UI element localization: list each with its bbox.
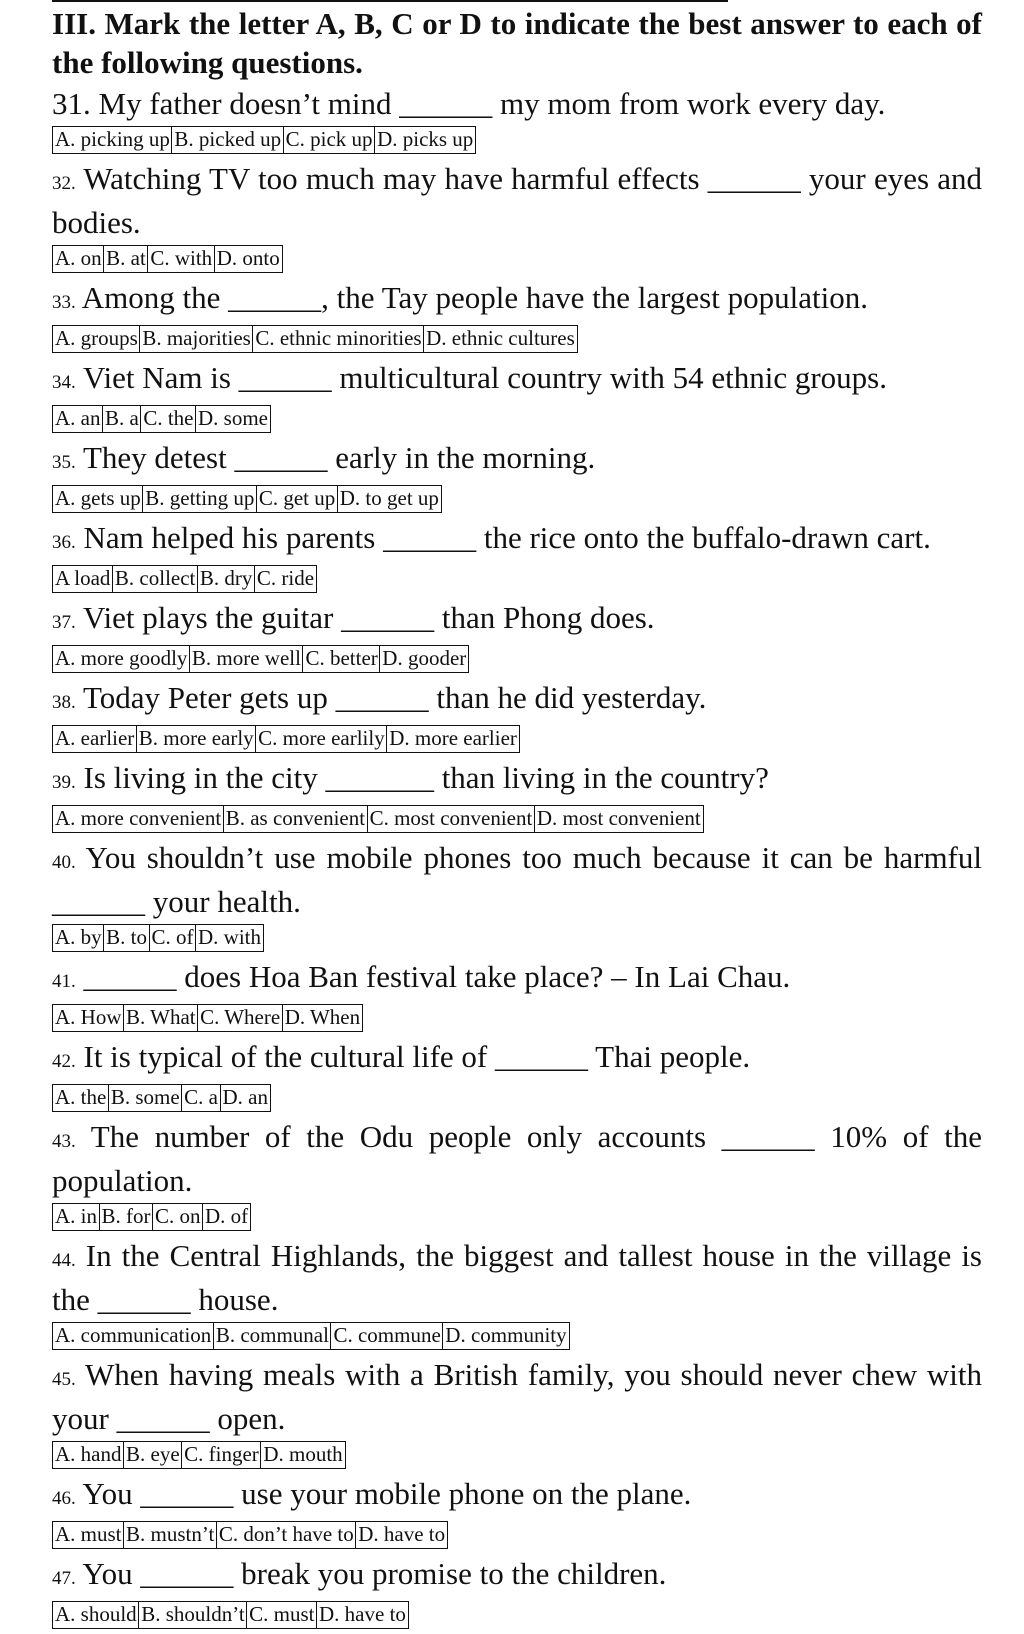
answer-option[interactable]: B. dry	[197, 565, 256, 593]
answer-options	[52, 1441, 982, 1469]
answer-option[interactable]: A. earlier	[52, 725, 137, 753]
answer-option[interactable]: A. How	[52, 1004, 125, 1032]
question-46	[52, 1474, 982, 1549]
answer-option[interactable]: C. Where	[197, 1004, 283, 1032]
answer-options	[52, 725, 982, 753]
top-rule	[52, 0, 728, 2]
answer-options	[52, 405, 982, 433]
answer-option[interactable]: B. shouldn’t	[138, 1601, 247, 1629]
answer-option[interactable]: C. finger	[181, 1441, 262, 1469]
answer-option[interactable]: C. of	[149, 924, 197, 952]
question-text: You shouldn’t use mobile phones too much because it can be harmful ______ your health.	[52, 840, 982, 919]
answer-option[interactable]: B. mustn’t	[123, 1521, 217, 1549]
question-text: Among the ______, the Tay people have the largest population.	[81, 280, 868, 315]
question-number: 47.	[52, 1568, 76, 1589]
answer-option[interactable]: A. gets up	[52, 485, 144, 513]
question-text: ______ does Hoa Ban festival take place? – In Lai Chau.	[83, 959, 791, 994]
question-stem	[52, 518, 982, 562]
answer-option[interactable]: D. an	[220, 1084, 272, 1112]
answer-option[interactable]: C. on	[152, 1203, 204, 1231]
question-stem	[52, 1236, 982, 1319]
question-number: 43.	[52, 1131, 76, 1152]
question-37	[52, 598, 982, 673]
answer-options	[52, 1601, 982, 1629]
answer-option[interactable]: B. getting up	[142, 485, 257, 513]
answer-option[interactable]: D. ethnic cultures	[423, 325, 578, 353]
question-stem	[52, 438, 982, 482]
question-text: The number of the Odu people only accounts ______ 10% of the population.	[52, 1119, 982, 1198]
question-text: You ______ use your mobile phone on the plane.	[82, 1476, 692, 1511]
answer-option[interactable]: A. an	[52, 405, 104, 433]
answer-option[interactable]: A. communication	[52, 1322, 214, 1350]
answer-options	[52, 1084, 982, 1112]
answer-options	[52, 805, 982, 833]
question-text: Viet plays the guitar ______ than Phong does.	[82, 600, 655, 635]
answer-options	[52, 1203, 982, 1231]
question-stem	[52, 598, 982, 642]
question-text: Nam helped his parents ______ the rice onto the buffalo-drawn cart.	[83, 520, 931, 555]
question-text: Is living in the city _______ than living in the country?	[83, 760, 769, 795]
question-47	[52, 1554, 982, 1629]
answer-option[interactable]: C. most convenient	[367, 805, 536, 833]
answer-option[interactable]: B. What	[123, 1004, 199, 1032]
question-number: 39.	[52, 772, 76, 793]
question-stem	[52, 838, 982, 921]
answer-option[interactable]: A. picking up	[52, 126, 173, 154]
answer-option[interactable]: D. most convenient	[534, 805, 704, 833]
question-41	[52, 957, 982, 1032]
question-stem	[52, 678, 982, 722]
answer-option[interactable]: D. mouth	[260, 1441, 345, 1469]
answer-option[interactable]: B. more early	[136, 725, 257, 753]
answer-options	[52, 485, 982, 513]
answer-options	[52, 645, 982, 673]
question-text: Watching TV too much may have harmful effects ______ your eyes and bodies.	[52, 161, 982, 240]
answer-option[interactable]: B. more well	[189, 645, 304, 673]
answer-options	[52, 1322, 982, 1350]
question-text: You ______ break you promise to the children.	[82, 1556, 667, 1591]
answer-options	[52, 245, 982, 273]
question-stem	[52, 358, 982, 402]
answer-option[interactable]: A. more convenient	[52, 805, 224, 833]
answer-option[interactable]: B. eye	[123, 1441, 183, 1469]
answer-options	[52, 126, 982, 154]
answer-option[interactable]: A. on	[52, 245, 105, 273]
answer-option[interactable]: D. When	[282, 1004, 363, 1032]
answer-option[interactable]: A load	[52, 565, 113, 593]
answer-option[interactable]: A. groups	[52, 325, 141, 353]
answer-option[interactable]: C. with	[147, 245, 215, 273]
answer-option[interactable]: D. picks up	[374, 126, 476, 154]
answer-option[interactable]: A. more goodly	[52, 645, 190, 673]
answer-option[interactable]: A. hand	[52, 1441, 125, 1469]
question-stem	[52, 84, 982, 123]
question-text: It is typical of the cultural life of ______ Thai people.	[83, 1039, 751, 1074]
question-35	[52, 438, 982, 513]
question-number: 38.	[52, 692, 76, 713]
question-number: 40.	[52, 852, 76, 873]
question-number: 31.	[52, 86, 91, 121]
question-number: 42.	[52, 1051, 76, 1072]
answer-option[interactable]: C. commune	[330, 1322, 443, 1350]
question-stem	[52, 758, 982, 802]
question-number: 34.	[52, 372, 76, 393]
question-33	[52, 278, 982, 353]
answer-option[interactable]: B. at	[103, 245, 149, 273]
question-number: 41.	[52, 971, 76, 992]
answer-option[interactable]: C. must	[246, 1601, 317, 1629]
answer-options	[52, 1521, 982, 1549]
answer-options	[52, 1004, 982, 1032]
question-text: My father doesn’t mind ______ my mom from work every day.	[98, 86, 886, 121]
question-42	[52, 1037, 982, 1112]
answer-option[interactable]: C. more earlily	[255, 725, 388, 753]
answer-option[interactable]: D. some	[195, 405, 271, 433]
answer-option[interactable]: C. better	[302, 645, 380, 673]
question-text: Today Peter gets up ______ than he did yesterday.	[82, 680, 707, 715]
question-44	[52, 1236, 982, 1350]
question-31	[52, 84, 982, 154]
answer-option[interactable]: B. to	[103, 924, 150, 952]
answer-option[interactable]: B. a	[102, 405, 142, 433]
answer-option[interactable]: D. to get up	[337, 485, 442, 513]
question-stem	[52, 1554, 982, 1598]
question-stem	[52, 1474, 982, 1518]
answer-option[interactable]: D. of	[202, 1203, 251, 1231]
question-number: 32.	[52, 173, 76, 194]
answer-option[interactable]: C. a	[181, 1084, 221, 1112]
question-stem	[52, 278, 982, 322]
answer-option[interactable]: C. the	[140, 405, 196, 433]
question-40	[52, 838, 982, 952]
answer-option[interactable]: D. have to	[316, 1601, 409, 1629]
question-32	[52, 159, 982, 273]
question-34	[52, 358, 982, 433]
question-number: 46.	[52, 1488, 76, 1509]
question-stem	[52, 159, 982, 242]
question-list	[52, 84, 982, 1629]
question-36	[52, 518, 982, 593]
answer-option[interactable]: D. with	[195, 924, 264, 952]
answer-option[interactable]: D. have to	[355, 1521, 448, 1549]
answer-options	[52, 325, 982, 353]
answer-option[interactable]: B. communal	[213, 1322, 332, 1350]
answer-options	[52, 924, 982, 952]
answer-option[interactable]: B. picked up	[171, 126, 284, 154]
question-45	[52, 1355, 982, 1469]
answer-option[interactable]: A. should	[52, 1601, 140, 1629]
answer-option[interactable]: C. don’t have to	[216, 1521, 357, 1549]
question-text: When having meals with a British family, you should never chew with your ______ open.	[52, 1357, 982, 1436]
answer-option[interactable]: C. pick up	[283, 126, 376, 154]
answer-option[interactable]: A. in	[52, 1203, 100, 1231]
question-stem	[52, 1037, 982, 1081]
answer-option[interactable]: B. some	[108, 1084, 183, 1112]
answer-option[interactable]: B. as convenient	[223, 805, 368, 833]
section-heading: III. Mark the letter A, B, C or D to indicate the best answer to each of the following questions.	[52, 6, 982, 80]
question-38	[52, 678, 982, 753]
answer-option[interactable]: C. ride	[254, 565, 317, 593]
question-number: 33.	[52, 292, 76, 313]
question-stem	[52, 1117, 982, 1200]
question-39	[52, 758, 982, 833]
question-number: 37.	[52, 612, 76, 633]
question-stem	[52, 1355, 982, 1438]
answer-option[interactable]: A. by	[52, 924, 105, 952]
question-number: 45.	[52, 1369, 76, 1390]
answer-option[interactable]: C. ethnic minorities	[252, 325, 424, 353]
answer-options	[52, 565, 982, 593]
answer-option[interactable]: D. gooder	[379, 645, 469, 673]
question-number: 36.	[52, 532, 76, 553]
answer-option[interactable]: A. must	[52, 1521, 125, 1549]
answer-option[interactable]: C. get up	[256, 485, 338, 513]
answer-option[interactable]: D. community	[442, 1322, 569, 1350]
answer-option[interactable]: B. collect	[112, 565, 198, 593]
question-number: 35.	[52, 452, 76, 473]
question-text: In the Central Highlands, the biggest and tallest house in the village is the ______ house.	[52, 1238, 982, 1317]
question-text: They detest ______ early in the morning.	[82, 440, 596, 475]
answer-option[interactable]: B. for	[99, 1203, 154, 1231]
question-text: Viet Nam is ______ multicultural country with 54 ethnic groups.	[82, 360, 887, 395]
answer-option[interactable]: A. the	[52, 1084, 109, 1112]
question-stem	[52, 957, 982, 1001]
answer-option[interactable]: D. more earlier	[386, 725, 520, 753]
answer-option[interactable]: B. majorities	[139, 325, 254, 353]
answer-option[interactable]: D. onto	[214, 245, 283, 273]
question-number: 44.	[52, 1250, 76, 1271]
question-43	[52, 1117, 982, 1231]
worksheet	[52, 4, 982, 1634]
